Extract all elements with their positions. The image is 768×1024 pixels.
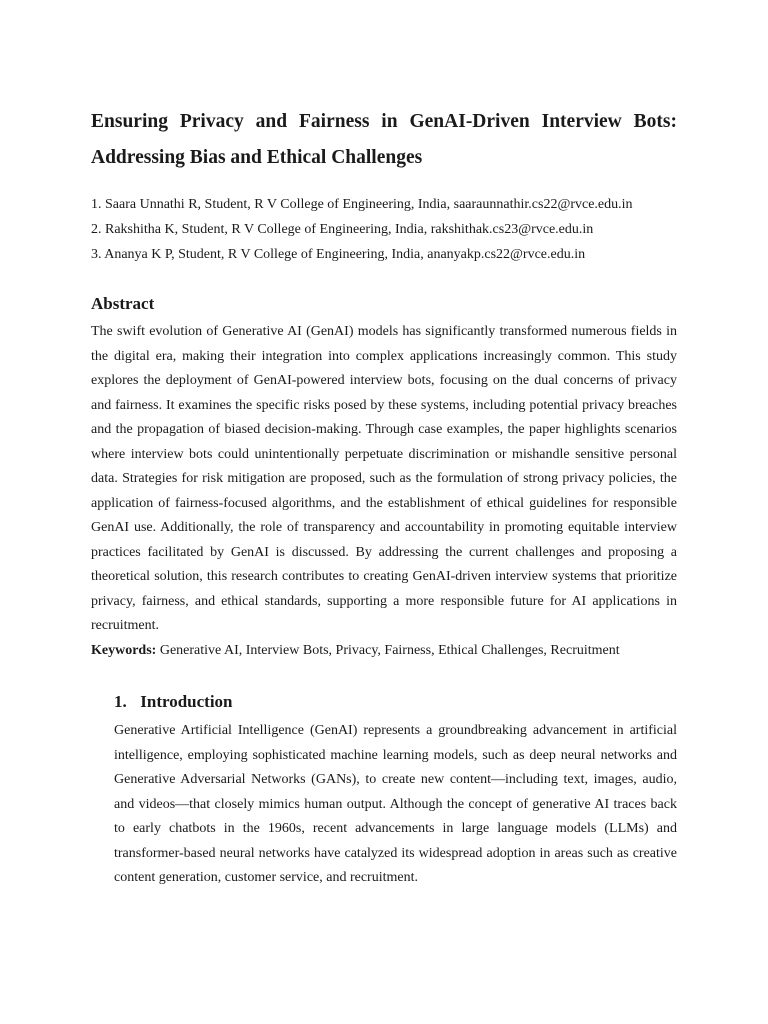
keywords-line	[91, 639, 691, 663]
keywords-label: Keywords:	[91, 643, 157, 658]
introduction-heading	[114, 690, 233, 714]
abstract-body: The swift evolution of Generative AI (GenAI) models has significantly transformed numerous fields in the digital era, making their integration into complex applications increasingly common. This study explores the deployment of GenAI-powered interview bots, focusing on the dual concerns of privacy and fairness. It examines the specific risks posed by these systems, including potential privacy breaches and the propagation of biased decision-making. Through case examples, the paper highlights scenarios where interview bots could unintentionally perpetuate discrimination or mishandle sensitive personal data. Strategies for risk mitigation are proposed, such as the formulation of strong privacy policies, the application of fairness-focused algorithms, and the establishment of ethical guidelines for responsible GenAI use. Additionally, the role of transparency and accountability in promoting equitable interview practices facilitated by GenAI is discussed. By addressing the current challenges and proposing a theoretical solution, this research contributes to creating GenAI-driven interview systems that prioritize privacy, fairness, and ethical standards, supporting a more responsible future for AI applications in recruitment.	[91, 324, 677, 633]
keywords-text: Generative AI, Interview Bots, Privacy, Fairness, Ethical Challenges, Recruitment	[159, 643, 620, 658]
author-entry: 3. Ananya K P, Student, R V College of Engineering, India, ananyakp.cs22@rvce.edu.in	[91, 247, 586, 262]
introduction-body: Generative Artificial Intelligence (GenAI) represents a groundbreaking advancement in artificial intelligence, employing sophisticated machine learning models, such as deep neural networks and Generative Adversarial Networks (GANs), to create new content—including text, images, audio, and videos—that closely mimics human output. Although the concept of generative AI traces back to early chatbots in the 1960s, recent advancements in large language models (LLMs) and transformer-based neural networks have catalyzed its widespread adoption in areas such as creative content generation, customer service, and recruitment.	[114, 723, 677, 885]
author-list	[91, 192, 691, 267]
author-entry: 2. Rakshitha K, Student, R V College of Engineering, India, rakshithak.cs23@rvce.edu.in	[91, 222, 594, 237]
paper-title: Ensuring Privacy and Fairness in GenAI-Driven Interview Bots: Addressing Bias and Ethical Challenges	[91, 111, 677, 168]
abstract-heading: Abstract	[91, 294, 155, 313]
author-entry: 1. Saara Unnathi R, Student, R V College of Engineering, India, saaraunnathir.cs22@rvce.edu.in	[91, 197, 633, 212]
section-number: 1.	[114, 692, 127, 711]
section-title: Introduction	[140, 692, 233, 711]
